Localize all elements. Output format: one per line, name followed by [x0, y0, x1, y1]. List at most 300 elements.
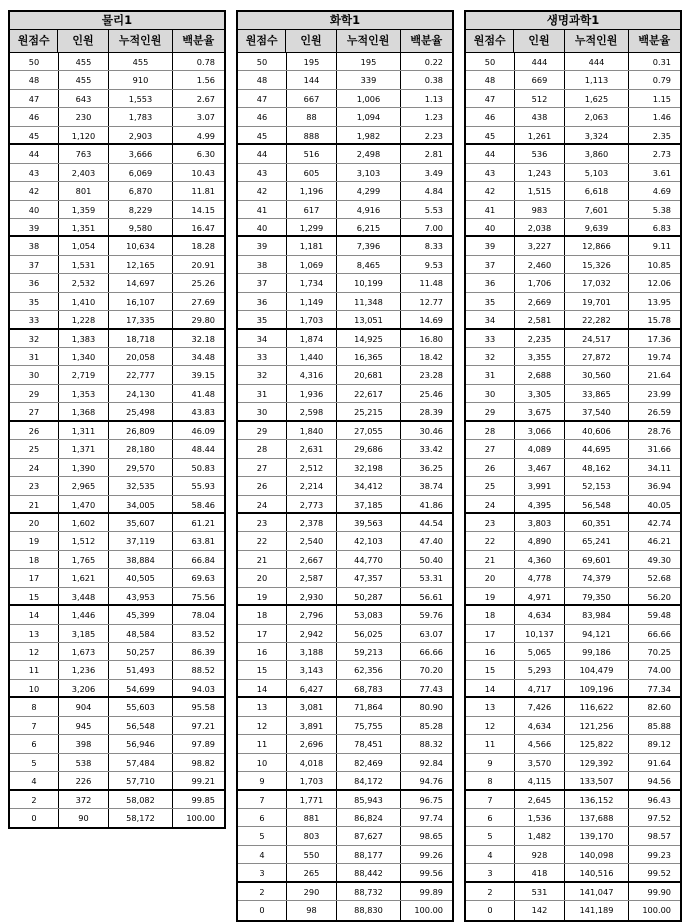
- cell-percentile: 28.39: [400, 403, 452, 419]
- cell-raw-score: 11: [484, 739, 496, 750]
- table-row: [10, 514, 224, 532]
- cell-count: 2,796: [286, 606, 336, 623]
- header-percentile: 백분율: [172, 30, 224, 52]
- table-row: [466, 791, 680, 809]
- cell-count: 5,065: [514, 643, 564, 660]
- cell-cumulative: 16,365: [336, 348, 400, 365]
- table-row: [238, 864, 452, 882]
- cell-percentile: 50.40: [400, 551, 452, 568]
- cell-raw-score: 15: [28, 591, 40, 602]
- table-row: [238, 274, 452, 292]
- table-row: [466, 809, 680, 827]
- cell-raw-score: 47: [484, 93, 496, 104]
- table-row: [10, 71, 224, 89]
- cell-raw-score: 47: [28, 93, 40, 104]
- cell-percentile: 0.79: [628, 71, 680, 88]
- cell-raw-score: 25: [28, 444, 40, 455]
- cell-percentile: 4.99: [172, 127, 224, 143]
- cell-percentile: 5.53: [400, 201, 452, 218]
- cell-raw-score: 29: [256, 425, 268, 436]
- cell-percentile: 3.49: [400, 164, 452, 181]
- table-row: [238, 71, 452, 89]
- cell-cumulative: 56,946: [108, 735, 172, 752]
- cell-raw-score: 34: [256, 333, 268, 344]
- table-row: [238, 385, 452, 403]
- cell-percentile: 36.94: [628, 477, 680, 494]
- cell-cumulative: 28,180: [108, 440, 172, 457]
- cell-percentile: 74.00: [628, 661, 680, 678]
- cell-cumulative: 195: [336, 53, 400, 70]
- table-row: [238, 330, 452, 348]
- cell-percentile: 8.33: [400, 237, 452, 254]
- cell-count: 144: [286, 71, 336, 88]
- cell-raw-score: 5: [487, 831, 493, 842]
- cell-raw-score: 50: [28, 57, 40, 67]
- cell-raw-score: 43: [256, 167, 268, 178]
- cell-cumulative: 12,866: [564, 237, 628, 254]
- cell-raw-score: 24: [256, 499, 268, 510]
- cell-count: 2,688: [514, 366, 564, 383]
- cell-raw-score: 3: [487, 868, 493, 879]
- cell-raw-score: 36: [28, 278, 40, 289]
- cell-count: 3,891: [286, 717, 336, 734]
- cell-raw-score: 13: [256, 702, 268, 713]
- cell-raw-score: 40: [28, 204, 40, 215]
- cell-count: 88: [286, 108, 336, 125]
- table-row: [466, 71, 680, 89]
- cell-cumulative: 6,870: [108, 182, 172, 199]
- cell-percentile: 38.74: [400, 477, 452, 494]
- cell-count: 904: [58, 698, 108, 715]
- cell-cumulative: 39,563: [336, 514, 400, 531]
- cell-count: 2,532: [58, 274, 108, 291]
- cell-raw-score: 48: [484, 75, 496, 86]
- cell-cumulative: 86,824: [336, 809, 400, 826]
- cell-raw-score: 5: [259, 831, 265, 842]
- cell-cumulative: 82,469: [336, 754, 400, 771]
- cell-percentile: 11.48: [400, 274, 452, 291]
- cell-cumulative: 2,498: [336, 145, 400, 162]
- cell-cumulative: 137,688: [564, 809, 628, 826]
- cell-count: 1,765: [58, 551, 108, 568]
- cell-percentile: 34.48: [172, 348, 224, 365]
- cell-cumulative: 9,580: [108, 219, 172, 235]
- table-row: [238, 532, 452, 550]
- header-count: 인원: [57, 30, 107, 52]
- cell-raw-score: 34: [484, 315, 496, 326]
- table-row: [238, 182, 452, 200]
- cell-raw-score: 0: [31, 812, 37, 823]
- cell-count: 1,353: [58, 385, 108, 402]
- cell-raw-score: 17: [28, 573, 40, 584]
- cell-count: 516: [286, 145, 336, 162]
- cell-raw-score: 11: [28, 665, 40, 676]
- cell-cumulative: 6,618: [564, 182, 628, 199]
- table-row: [238, 53, 452, 71]
- cell-count: 1,703: [286, 772, 336, 788]
- table-row: [238, 459, 452, 477]
- cell-cumulative: 5,103: [564, 164, 628, 181]
- cell-percentile: 14.69: [400, 311, 452, 327]
- cell-cumulative: 50,257: [108, 643, 172, 660]
- cell-percentile: 97.74: [400, 809, 452, 826]
- header-count: 인원: [285, 30, 335, 52]
- cell-raw-score: 13: [28, 628, 40, 639]
- table-row: [238, 772, 452, 790]
- table-row: [10, 698, 224, 716]
- cell-count: 2,667: [286, 551, 336, 568]
- cell-raw-score: 31: [484, 370, 496, 381]
- cell-cumulative: 2,063: [564, 108, 628, 125]
- table-row: [10, 735, 224, 753]
- table-row: [238, 846, 452, 864]
- cell-percentile: 41.48: [172, 385, 224, 402]
- cell-cumulative: 9,639: [564, 219, 628, 235]
- cell-count: 2,581: [514, 311, 564, 327]
- cell-percentile: 15.78: [628, 311, 680, 327]
- cell-cumulative: 50,287: [336, 588, 400, 604]
- header-cumulative: 누적인원: [108, 30, 172, 52]
- table-row: [10, 772, 224, 790]
- cell-raw-score: 46: [256, 112, 268, 123]
- cell-count: 2,214: [286, 477, 336, 494]
- cell-count: 643: [58, 90, 108, 107]
- table-header: [10, 30, 224, 53]
- cell-raw-score: 12: [484, 720, 496, 731]
- cell-cumulative: 40,505: [108, 569, 172, 586]
- cell-percentile: 11.81: [172, 182, 224, 199]
- table-row: [466, 237, 680, 255]
- table-row: [466, 754, 680, 772]
- cell-percentile: 77.43: [400, 680, 452, 696]
- table-row: [466, 330, 680, 348]
- cell-percentile: 56.20: [628, 588, 680, 604]
- cell-raw-score: 23: [28, 481, 40, 492]
- cell-cumulative: 32,535: [108, 477, 172, 494]
- table-row: [238, 366, 452, 384]
- cell-percentile: 3.07: [172, 108, 224, 125]
- cell-raw-score: 33: [484, 333, 496, 344]
- cell-raw-score: 24: [28, 462, 40, 473]
- cell-raw-score: 18: [256, 610, 268, 621]
- cell-percentile: 23.28: [400, 366, 452, 383]
- cell-raw-score: 42: [484, 186, 496, 197]
- cell-cumulative: 19,701: [564, 293, 628, 310]
- table-row: [466, 219, 680, 237]
- cell-raw-score: 10: [256, 757, 268, 768]
- table-row: [466, 532, 680, 550]
- cell-cumulative: 11,348: [336, 293, 400, 310]
- cell-count: 4,395: [514, 496, 564, 512]
- cell-count: 5,293: [514, 661, 564, 678]
- table-row: [466, 606, 680, 624]
- cell-cumulative: 45,399: [108, 606, 172, 623]
- cell-cumulative: 56,025: [336, 625, 400, 642]
- cell-percentile: 1.56: [172, 71, 224, 88]
- cell-percentile: 18.42: [400, 348, 452, 365]
- table-row: [466, 366, 680, 384]
- cell-cumulative: 27,872: [564, 348, 628, 365]
- cell-count: 4,717: [514, 680, 564, 696]
- cell-count: 455: [58, 53, 108, 70]
- cell-percentile: 91.64: [628, 754, 680, 771]
- cell-cumulative: 3,324: [564, 127, 628, 143]
- cell-cumulative: 116,622: [564, 698, 628, 715]
- table-row: [466, 698, 680, 716]
- table-row: [10, 274, 224, 292]
- table-header: [466, 30, 680, 53]
- cell-cumulative: 57,484: [108, 754, 172, 771]
- cell-cumulative: 48,162: [564, 459, 628, 476]
- cell-count: 4,316: [286, 366, 336, 383]
- cell-percentile: 2.67: [172, 90, 224, 107]
- cell-cumulative: 71,864: [336, 698, 400, 715]
- cell-percentile: 66.66: [400, 643, 452, 660]
- cell-cumulative: 26,809: [108, 422, 172, 439]
- cell-raw-score: 40: [484, 222, 496, 233]
- table-row: [238, 698, 452, 716]
- table-row: [466, 403, 680, 421]
- header-raw-score: 원점수: [245, 34, 278, 47]
- cell-raw-score: 19: [484, 591, 496, 602]
- cell-raw-score: 20: [28, 517, 40, 528]
- cell-count: 667: [286, 90, 336, 107]
- table-row: [466, 661, 680, 679]
- cell-cumulative: 52,153: [564, 477, 628, 494]
- table-row: [10, 809, 224, 827]
- cell-cumulative: 4,916: [336, 201, 400, 218]
- cell-percentile: 58.46: [172, 496, 224, 512]
- cell-percentile: 70.20: [400, 661, 452, 678]
- cell-raw-score: 8: [31, 702, 37, 713]
- cell-raw-score: 44: [256, 149, 268, 160]
- cell-count: 90: [58, 809, 108, 827]
- cell-percentile: 98.65: [400, 827, 452, 844]
- cell-raw-score: 30: [484, 388, 496, 399]
- cell-cumulative: 37,540: [564, 403, 628, 419]
- table-row: [466, 772, 680, 790]
- cell-count: 2,512: [286, 459, 336, 476]
- cell-count: 669: [514, 71, 564, 88]
- cell-cumulative: 20,681: [336, 366, 400, 383]
- cell-raw-score: 41: [484, 204, 496, 215]
- cell-raw-score: 28: [484, 425, 496, 436]
- cell-percentile: 99.85: [172, 791, 224, 808]
- cell-cumulative: 1,783: [108, 108, 172, 125]
- cell-raw-score: 3: [259, 868, 265, 879]
- cell-percentile: 19.74: [628, 348, 680, 365]
- cell-percentile: 100.00: [400, 901, 452, 919]
- cell-count: 4,360: [514, 551, 564, 568]
- cell-count: 3,185: [58, 625, 108, 642]
- cell-raw-score: 22: [256, 536, 268, 547]
- cell-count: 4,634: [514, 717, 564, 734]
- cell-percentile: 49.30: [628, 551, 680, 568]
- cell-raw-score: 42: [256, 186, 268, 197]
- cell-raw-score: 0: [487, 905, 493, 916]
- cell-cumulative: 141,189: [564, 901, 628, 919]
- cell-count: 7,426: [514, 698, 564, 715]
- table-row: [238, 477, 452, 495]
- cell-percentile: 1.46: [628, 108, 680, 125]
- cell-count: 1,383: [58, 330, 108, 347]
- cell-raw-score: 31: [256, 388, 268, 399]
- cell-raw-score: 32: [484, 352, 496, 362]
- cell-count: 2,378: [286, 514, 336, 531]
- cell-raw-score: 8: [487, 776, 493, 787]
- cell-raw-score: 4: [259, 849, 265, 860]
- cell-count: 1,351: [58, 219, 108, 235]
- cell-count: 983: [514, 201, 564, 218]
- cell-cumulative: 12,165: [108, 256, 172, 273]
- cell-count: 3,305: [514, 385, 564, 402]
- cell-cumulative: 29,570: [108, 459, 172, 476]
- cell-percentile: 16.47: [172, 219, 224, 235]
- cell-percentile: 34.11: [628, 459, 680, 476]
- cell-cumulative: 88,732: [336, 883, 400, 900]
- cell-count: 372: [58, 791, 108, 808]
- cell-cumulative: 140,516: [564, 864, 628, 880]
- cell-percentile: 44.54: [400, 514, 452, 531]
- table-row: [466, 588, 680, 606]
- cell-count: 1,515: [514, 182, 564, 199]
- cell-raw-score: 15: [484, 665, 496, 676]
- cell-count: 2,719: [58, 366, 108, 383]
- cell-raw-score: 48: [28, 75, 40, 86]
- cell-cumulative: 17,335: [108, 311, 172, 327]
- table-row: [466, 496, 680, 514]
- cell-raw-score: 38: [256, 259, 268, 270]
- cell-count: 888: [286, 127, 336, 143]
- table-row: [238, 164, 452, 182]
- cell-cumulative: 33,865: [564, 385, 628, 402]
- table-row: [466, 643, 680, 661]
- cell-cumulative: 1,006: [336, 90, 400, 107]
- cell-raw-score: 50: [256, 57, 268, 67]
- table-row: [238, 348, 452, 366]
- cell-cumulative: 55,603: [108, 698, 172, 715]
- cell-cumulative: 136,152: [564, 791, 628, 808]
- header-count: 인원: [513, 30, 563, 52]
- cell-count: 1,054: [58, 237, 108, 254]
- table-row: [466, 53, 680, 71]
- table-row: [238, 661, 452, 679]
- cell-raw-score: 6: [31, 739, 37, 750]
- table-row: [238, 643, 452, 661]
- cell-cumulative: 1,113: [564, 71, 628, 88]
- table-row: [466, 827, 680, 845]
- cell-percentile: 1.23: [400, 108, 452, 125]
- cell-raw-score: 22: [484, 536, 496, 547]
- cell-cumulative: 129,392: [564, 754, 628, 771]
- score-table-lifescience1: [464, 10, 682, 922]
- table-row: [238, 735, 452, 753]
- cell-cumulative: 47,357: [336, 569, 400, 586]
- cell-percentile: 0.31: [628, 53, 680, 70]
- cell-percentile: 10.85: [628, 256, 680, 273]
- table-row: [466, 514, 680, 532]
- cell-percentile: 14.15: [172, 201, 224, 218]
- cell-percentile: 3.61: [628, 164, 680, 181]
- cell-count: 3,675: [514, 403, 564, 419]
- cell-count: 2,403: [58, 164, 108, 181]
- cell-count: 2,235: [514, 330, 564, 347]
- table-row: [238, 219, 452, 237]
- cell-raw-score: 32: [256, 370, 268, 381]
- table-row: [238, 901, 452, 919]
- cell-raw-score: 35: [484, 296, 496, 307]
- cell-percentile: 70.25: [628, 643, 680, 660]
- cell-percentile: 33.42: [400, 440, 452, 457]
- cell-raw-score: 40: [256, 222, 268, 233]
- table-row: [466, 680, 680, 698]
- cell-count: 398: [58, 735, 108, 752]
- cell-count: 1,440: [286, 348, 336, 365]
- table-row: [10, 164, 224, 182]
- table-row: [238, 108, 452, 126]
- cell-raw-score: 4: [487, 849, 493, 860]
- cell-percentile: 46.21: [628, 532, 680, 549]
- cell-raw-score: 7: [31, 720, 37, 731]
- cell-percentile: 77.34: [628, 680, 680, 696]
- cell-percentile: 99.52: [628, 864, 680, 880]
- table-row: [466, 90, 680, 108]
- table-row: [466, 127, 680, 145]
- cell-count: 1,536: [514, 809, 564, 826]
- cell-percentile: 20.91: [172, 256, 224, 273]
- cell-percentile: 97.52: [628, 809, 680, 826]
- cell-raw-score: 30: [28, 370, 40, 381]
- table-row: [10, 366, 224, 384]
- table-row: [238, 145, 452, 163]
- cell-cumulative: 444: [564, 53, 628, 70]
- cell-count: 1,340: [58, 348, 108, 365]
- cell-count: 3,188: [286, 643, 336, 660]
- cell-percentile: 47.40: [400, 532, 452, 549]
- cell-percentile: 52.68: [628, 569, 680, 586]
- cell-raw-score: 9: [487, 757, 493, 768]
- cell-cumulative: 68,783: [336, 680, 400, 696]
- cell-raw-score: 36: [256, 296, 268, 307]
- cell-percentile: 82.60: [628, 698, 680, 715]
- cell-percentile: 7.00: [400, 219, 452, 235]
- cell-raw-score: 19: [28, 536, 40, 547]
- cell-count: 2,965: [58, 477, 108, 494]
- cell-percentile: 99.26: [400, 846, 452, 863]
- cell-cumulative: 44,770: [336, 551, 400, 568]
- cell-count: 6,427: [286, 680, 336, 696]
- header-percentile: 백분율: [400, 30, 452, 52]
- cell-raw-score: 9: [259, 776, 265, 787]
- cell-percentile: 53.31: [400, 569, 452, 586]
- cell-cumulative: 43,953: [108, 588, 172, 604]
- cell-raw-score: 25: [484, 481, 496, 492]
- cell-percentile: 36.25: [400, 459, 452, 476]
- cell-raw-score: 23: [484, 517, 496, 528]
- cell-cumulative: 25,215: [336, 403, 400, 419]
- cell-cumulative: 62,356: [336, 661, 400, 678]
- cell-count: 3,467: [514, 459, 564, 476]
- cell-percentile: 2.73: [628, 145, 680, 162]
- cell-cumulative: 83,984: [564, 606, 628, 623]
- cell-raw-score: 37: [484, 259, 496, 270]
- table-row: [466, 883, 680, 901]
- header-percentile: 백분율: [628, 30, 680, 52]
- cell-raw-score: 29: [28, 388, 40, 399]
- cell-count: 2,038: [514, 219, 564, 235]
- cell-count: 1,243: [514, 164, 564, 181]
- cell-count: 3,081: [286, 698, 336, 715]
